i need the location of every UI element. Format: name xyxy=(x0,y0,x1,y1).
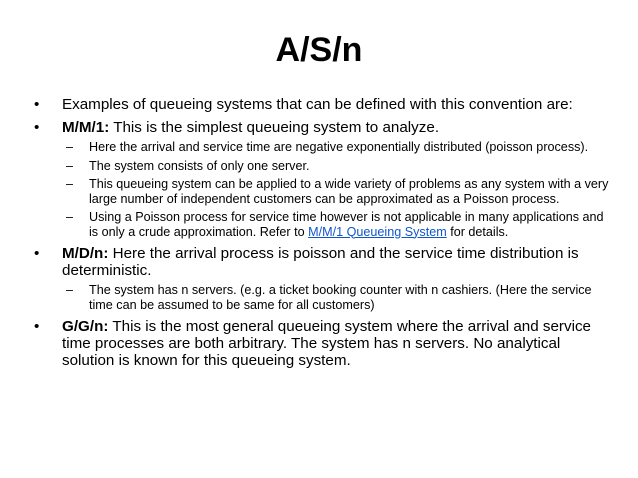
sub-item-text: Here the arrival and service time are negative exponentially distributed (poisson process). xyxy=(89,140,589,154)
dash-icon: – xyxy=(66,158,74,173)
sub-item-text: The system consists of only one server. xyxy=(89,158,310,173)
sub-item xyxy=(34,177,614,206)
sub-item xyxy=(34,159,614,174)
bullet-label: M/D/n: xyxy=(62,245,109,262)
bullet-icon: • xyxy=(34,318,40,335)
bullet-item xyxy=(34,318,614,369)
mm1-queueing-system-link[interactable]: M/M/1 Queueing System xyxy=(308,224,447,239)
sub-list xyxy=(34,140,614,239)
sub-item-text: The system has n servers. (e.g. a ticket booking counter with n cashiers. (Here the service time can be assumed to be same for all customers) xyxy=(89,283,592,312)
bullet-item xyxy=(34,119,614,136)
bullet-icon: • xyxy=(34,119,40,136)
bullet-text: Examples of queueing systems that can be defined with this convention are: xyxy=(62,96,573,113)
slide-content xyxy=(34,96,614,375)
bullet-text: This is the most general queueing system where the arrival and service time processes are both arbitrary. The system has n servers. No analytical solution is known for this queueing system. xyxy=(62,318,591,369)
bullet-icon: • xyxy=(34,245,40,262)
dash-icon: – xyxy=(66,283,74,297)
sub-list xyxy=(34,283,614,312)
slide-title: A/S/n xyxy=(275,31,363,69)
dash-icon: – xyxy=(66,210,74,224)
dash-icon: – xyxy=(66,177,74,191)
sub-item xyxy=(34,283,614,312)
sub-item-text: This queueing system can be applied to a wide variety of problems as any system with a very large number of independent customers can be approximated as a Poisson process. xyxy=(89,177,609,206)
dash-icon: – xyxy=(66,140,74,154)
bullet-label: G/G/n: xyxy=(62,318,109,335)
bullet-item xyxy=(34,96,614,113)
sub-item-text: Using a Poisson process for service time however is not applicable in many applications and is only a crude approximation. Refer to xyxy=(89,210,604,239)
bullet-icon: • xyxy=(34,96,40,113)
sub-item-suffix: for details. xyxy=(446,224,509,239)
bullet-label: M/M/1: xyxy=(62,119,110,136)
bullet-text: This is the simplest queueing system to analyze. xyxy=(109,119,440,136)
bullet-text: Here the arrival process is poisson and the service time distribution is deterministic. xyxy=(62,245,579,279)
sub-item xyxy=(34,210,614,239)
bullet-item xyxy=(34,245,614,279)
sub-item xyxy=(34,140,614,155)
